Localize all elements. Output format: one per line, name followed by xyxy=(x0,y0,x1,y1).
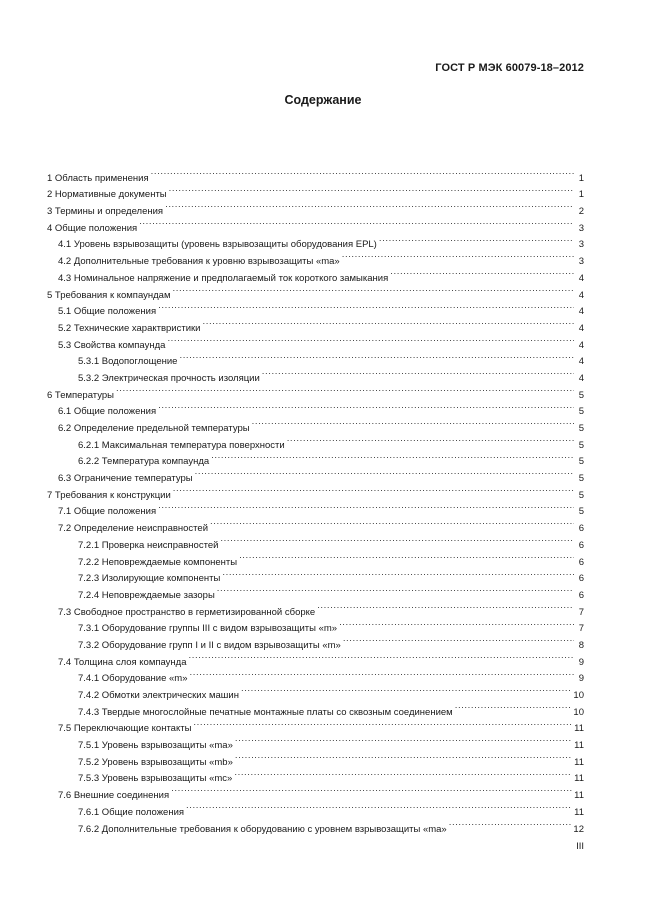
toc-dot-leader xyxy=(116,381,574,398)
toc-entry[interactable] xyxy=(47,531,584,551)
toc-entry-page: 2 xyxy=(578,206,584,218)
toc-entry-page: 4 xyxy=(578,306,584,318)
toc-entry-page: 6 xyxy=(578,556,584,568)
toc-entry[interactable] xyxy=(47,314,584,334)
toc-entry-page: 9 xyxy=(578,673,584,685)
toc-dot-leader xyxy=(210,514,574,531)
toc-entry[interactable] xyxy=(47,681,584,701)
toc-dot-leader xyxy=(379,231,574,248)
toc-entry-title: 7.1 Общие положения xyxy=(58,506,157,518)
toc-entry-title: 2 Нормативные документы xyxy=(47,189,167,201)
toc-dot-leader xyxy=(449,815,572,832)
toc-entry-title: 5.3 Свойства компаунда xyxy=(58,339,166,351)
toc-entry[interactable] xyxy=(47,731,584,752)
toc-dot-leader xyxy=(339,615,574,632)
toc-entry[interactable] xyxy=(47,164,584,184)
toc-entry-page: 5 xyxy=(578,389,584,401)
toc-entry-page: 8 xyxy=(578,639,584,651)
toc-entry-title: 7.4.2 Обмотки электрических машин xyxy=(78,690,239,701)
toc-dot-leader xyxy=(169,181,574,198)
toc-entry[interactable] xyxy=(47,765,584,785)
toc-dot-leader xyxy=(222,565,574,582)
toc-entry-title: 4.3 Номинальное напряжение и предполагаемый ток короткого замыкания xyxy=(58,272,389,284)
toc-entry[interactable] xyxy=(47,631,584,651)
toc-dot-leader xyxy=(390,264,574,281)
toc-entry[interactable] xyxy=(47,548,584,568)
toc-entry-title: 7.4.3 Твердые многослойные печатные монтажные платы со сквозным соединением xyxy=(78,706,453,718)
toc-entry-page: 10 xyxy=(573,690,584,701)
toc-dot-leader xyxy=(239,548,574,565)
toc-entry-page: 9 xyxy=(578,656,584,668)
toc-entry-page: 4 xyxy=(578,339,584,351)
page-number: III xyxy=(576,841,584,852)
page-title: Содержание xyxy=(284,93,362,107)
toc-dot-leader xyxy=(195,464,574,481)
toc-entry-page: 11 xyxy=(574,773,584,785)
toc-entry-title: 7.6.1 Общие положения xyxy=(78,806,185,818)
toc-entry-title: 5.1 Общие положения xyxy=(58,306,157,318)
toc-entry[interactable] xyxy=(47,615,584,635)
toc-dot-leader xyxy=(139,214,574,231)
toc-entry-title: 6.2.1 Максимальная температура поверхности xyxy=(78,439,285,451)
toc-entry-title: 6 Температуры xyxy=(47,389,115,401)
toc-entry-title: 7.5 Переключающие контакты xyxy=(58,723,192,735)
toc-dot-leader xyxy=(173,281,575,298)
toc-entry-page: 5 xyxy=(578,456,584,468)
toc-entry[interactable] xyxy=(47,565,584,585)
toc-entry[interactable] xyxy=(47,581,584,601)
toc-entry-title: 7.2.3 Изолирующие компоненты xyxy=(78,573,221,585)
toc-dot-leader xyxy=(189,648,574,665)
toc-entry[interactable] xyxy=(47,498,584,518)
toc-entry-page: 6 xyxy=(578,573,584,585)
toc-entry-title: 6.2 Определение предельной температуры xyxy=(58,423,250,434)
toc-entry-title: 5.2 Технические характвристики xyxy=(58,322,201,334)
toc-entry[interactable] xyxy=(47,798,584,818)
toc-dot-leader xyxy=(220,531,574,548)
toc-entry-page: 3 xyxy=(578,239,584,251)
toc-entry-title: 7.2.1 Проверка неисправностей xyxy=(78,539,219,551)
toc-entry-page: 5 xyxy=(578,489,584,501)
toc-entry-title: 7.4.1 Оборудование «m» xyxy=(78,673,188,685)
toc-entry-page: 4 xyxy=(578,356,584,368)
toc-dot-leader xyxy=(190,665,574,682)
toc-entry-title: 4.1 Уровень взрывозащиты (уровень взрывозащиты оборудования EPL) xyxy=(58,239,377,251)
toc-entry[interactable] xyxy=(47,598,584,618)
toc-entry-title: 6.3 Ограничение температуры xyxy=(58,473,193,485)
toc-entry-title: 4 Общие положения xyxy=(47,222,138,234)
toc-entry-title: 7 Требования к конструкции xyxy=(47,489,171,501)
toc-dot-leader xyxy=(211,448,574,465)
toc-entry[interactable] xyxy=(47,481,584,501)
toc-entry-title: 4.2 Дополнительные требования к уровню взрывозащиты «ma» xyxy=(58,256,340,268)
toc-entry-title: 7.2.4 Неповреждаемые зазоры xyxy=(78,589,215,601)
toc-entry[interactable] xyxy=(47,231,584,251)
toc-entry-page: 4 xyxy=(578,322,584,334)
toc-entry-title: 7.5.3 Уровень взрывозащиты «mc» xyxy=(78,773,233,785)
toc-entry-title: 6.2.2 Температура компаунда xyxy=(78,456,210,468)
toc-dot-leader xyxy=(171,781,572,798)
toc-entry[interactable] xyxy=(47,247,584,268)
toc-dot-leader xyxy=(165,197,574,214)
toc-dot-leader xyxy=(202,314,574,331)
toc-dot-leader xyxy=(241,681,571,698)
toc-entry-page: 6 xyxy=(578,523,584,535)
toc-entry-title: 1 Область применения xyxy=(47,172,149,184)
toc-entry-page: 4 xyxy=(578,272,584,284)
toc-entry-title: 7.2.2 Неповреждаемые компоненты xyxy=(78,556,238,568)
toc-entry[interactable] xyxy=(47,414,584,434)
toc-dot-leader xyxy=(193,715,572,732)
toc-entry-page: 4 xyxy=(578,289,584,301)
toc-entry[interactable] xyxy=(47,381,584,401)
toc-entry-page: 11 xyxy=(574,756,584,768)
toc-entry[interactable] xyxy=(47,214,584,234)
toc-dot-leader xyxy=(317,598,574,615)
toc-dot-leader xyxy=(186,798,572,815)
toc-entry-page: 4 xyxy=(578,372,584,384)
toc-entry[interactable] xyxy=(47,298,584,318)
toc-entry[interactable] xyxy=(47,648,584,668)
toc-entry-title: 7.5.2 Уровень взрывозащиты «mb» xyxy=(78,756,233,768)
toc-dot-leader xyxy=(343,631,574,648)
toc-entry[interactable] xyxy=(47,815,584,835)
toc-dot-leader xyxy=(158,398,574,415)
toc-entry[interactable] xyxy=(47,398,584,418)
toc-entry[interactable] xyxy=(47,748,584,768)
toc-dot-leader xyxy=(287,431,574,448)
toc-entry-title: 7.2 Определение неисправностей xyxy=(58,523,209,535)
toc-entry-page: 5 xyxy=(578,439,584,451)
toc-dot-leader xyxy=(179,348,574,365)
toc-entry[interactable] xyxy=(47,364,584,384)
toc-dot-leader xyxy=(455,698,572,715)
toc-entry[interactable] xyxy=(47,264,584,284)
toc-entry-title: 3 Термины и определения xyxy=(47,206,164,218)
toc-entry-title: 5.3.2 Электрическая прочность изоляции xyxy=(78,372,260,384)
toc-entry-page: 5 xyxy=(578,473,584,485)
toc-entry-page: 1 xyxy=(578,172,584,184)
toc-entry-title: 5 Требования к компаундам xyxy=(47,289,171,301)
toc-entry-page: 7 xyxy=(578,606,584,618)
toc-entry-title: 7.3.2 Оборудование групп I и II с видом взрывозащиты «m» xyxy=(78,639,341,651)
toc-entry-title: 7.6 Внешние соединения xyxy=(58,790,170,802)
toc-entry-page: 5 xyxy=(578,423,584,434)
toc-entry-page: 5 xyxy=(578,406,584,418)
toc-entry[interactable] xyxy=(47,448,584,468)
toc-entry-page: 11 xyxy=(574,790,584,802)
toc-entry[interactable] xyxy=(47,181,584,201)
toc-dot-leader xyxy=(262,364,574,381)
toc-entry[interactable] xyxy=(47,464,584,485)
toc-dot-leader xyxy=(252,414,574,431)
toc-entry-page: 5 xyxy=(578,506,584,518)
toc-entry-page: 11 xyxy=(574,806,584,818)
toc-dot-leader xyxy=(235,731,572,748)
table-of-contents xyxy=(47,164,584,835)
toc-entry[interactable] xyxy=(47,331,584,351)
toc-entry-title: 7.5.1 Уровень взрывозащиты «ma» xyxy=(78,740,233,752)
toc-entry-page: 7 xyxy=(578,623,584,635)
toc-dot-leader xyxy=(217,581,574,598)
toc-entry-page: 6 xyxy=(578,539,584,551)
toc-dot-leader xyxy=(167,331,574,348)
toc-dot-leader xyxy=(151,164,574,181)
toc-entry-title: 5.3.1 Водопоглощение xyxy=(78,356,178,368)
toc-entry-title: 7.3.1 Оборудование группы III с видом взрывозащиты «m» xyxy=(78,623,338,635)
toc-entry-page: 10 xyxy=(573,706,584,718)
toc-entry-page: 11 xyxy=(574,740,584,752)
toc-dot-leader xyxy=(158,298,574,315)
toc-entry-page: 3 xyxy=(578,256,584,268)
toc-dot-leader xyxy=(158,498,574,515)
toc-entry[interactable] xyxy=(47,665,584,685)
toc-entry-page: 1 xyxy=(578,189,584,201)
toc-dot-leader xyxy=(234,765,572,782)
toc-dot-leader xyxy=(235,748,572,765)
toc-entry-page: 3 xyxy=(578,222,584,234)
toc-entry[interactable] xyxy=(47,514,584,535)
toc-dot-leader xyxy=(173,481,574,498)
toc-entry-title: 6.1 Общие положения xyxy=(58,406,157,418)
toc-entry-page: 6 xyxy=(578,589,584,601)
toc-entry[interactable] xyxy=(47,281,584,301)
toc-dot-leader xyxy=(342,247,574,264)
toc-entry-title: 7.4 Толщина слоя компаунда xyxy=(58,656,187,668)
toc-entry-page: 12 xyxy=(573,823,584,835)
toc-entry[interactable] xyxy=(47,781,584,802)
toc-entry[interactable] xyxy=(47,698,584,718)
toc-entry[interactable] xyxy=(47,348,584,368)
toc-entry[interactable] xyxy=(47,715,584,735)
toc-entry-page: 11 xyxy=(574,723,584,735)
toc-entry-title: 7.6.2 Дополнительные требования к оборудованию с уровнем взрывозащиты «ma» xyxy=(78,823,447,835)
document-code: ГОСТ Р МЭК 60079-18–2012 xyxy=(435,62,584,74)
toc-entry-title: 7.3 Свободное пространство в герметизированной сборке xyxy=(58,606,316,618)
toc-entry[interactable] xyxy=(47,197,584,218)
toc-entry[interactable] xyxy=(47,431,584,451)
